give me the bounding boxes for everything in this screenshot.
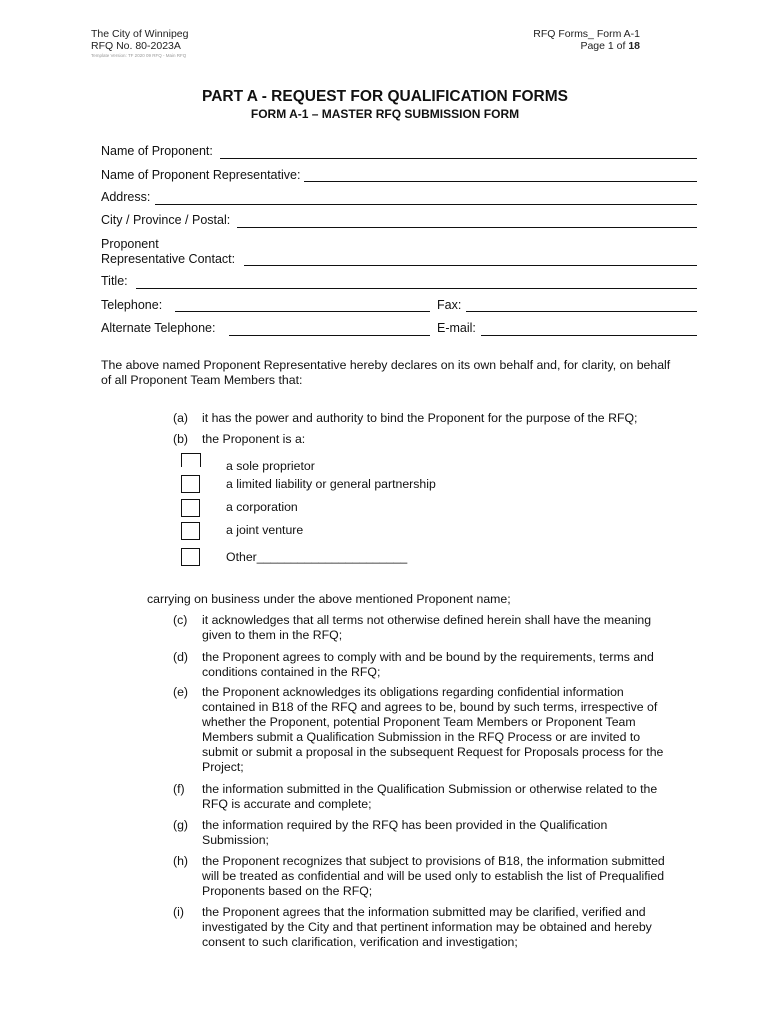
item-text: the Proponent acknowledges its obligations regarding confidential information contained in B18 of the RFQ and agrees to be, bound by such terms, irrespective of whether the Proponent, potential Proponent Team Members or Proponent Team Members submit a Qualification Submission in the RFQ Process or are invited to submit or submit a proposal in the subsequent Request for Proposals process for the Project; (202, 685, 664, 774)
list-item (173, 432, 674, 447)
sole-proprietor-checkbox[interactable] (181, 453, 201, 467)
item-text: the Proponent recognizes that subject to provisions of B18, the information submitted will be treated as confidential and will be used only to establish the list of Prequalified Proponents based on the RFQ; (202, 854, 665, 898)
item-text: the Proponent agrees that the information submitted may be clarified, verified and investigated by the City and that pertinent information may be obtained and hereby consent to such clarification, verification and investigation; (202, 905, 652, 949)
other-checkbox[interactable] (181, 548, 200, 566)
list-item (173, 685, 674, 775)
part-title: PART A - REQUEST FOR QUALIFICATION FORMS (202, 88, 568, 105)
item-marker: (b) (173, 432, 189, 446)
item-marker: (f) (173, 782, 185, 796)
other-label: Other______________________ (226, 550, 408, 564)
fax-label: Fax: (437, 298, 462, 312)
header-rfq-number: RFQ No. 80-2023A (91, 40, 181, 52)
fax-field[interactable] (466, 311, 697, 312)
item-marker: (e) (173, 685, 189, 699)
title-field[interactable] (136, 288, 697, 289)
contact-label: Representative Contact: (101, 252, 236, 266)
email-field[interactable] (481, 335, 697, 336)
city-label: City / Province / Postal: (101, 213, 231, 227)
item-marker: (c) (173, 613, 188, 627)
item-text: it has the power and authority to bind the Proponent for the purpose of the RFQ; (202, 411, 638, 425)
item-text: the information required by the RFQ has been provided in the Qualification Submission; (202, 818, 608, 847)
representative-field[interactable] (304, 181, 697, 182)
item-text: the information submitted in the Qualification Submission or otherwise related to the RFQ is accurate and complete; (202, 782, 658, 811)
alt-telephone-label: Alternate Telephone: (101, 321, 216, 335)
address-label: Address: (101, 190, 151, 204)
telephone-field[interactable] (175, 311, 430, 312)
list-item (173, 782, 674, 812)
corporation-label: a corporation (226, 500, 298, 514)
item-marker: (a) (173, 411, 189, 425)
joint-venture-checkbox[interactable] (181, 522, 200, 540)
header-org: The City of Winnipeg (91, 28, 189, 40)
name-of-proponent-label: Name of Proponent: (101, 144, 213, 158)
form-title: FORM A-1 – MASTER RFQ SUBMISSION FORM (250, 107, 520, 121)
partnership-label: a limited liability or general partnership (226, 477, 436, 491)
sole-proprietor-label: a sole proprietor (226, 459, 315, 473)
joint-venture-label: a joint venture (226, 523, 304, 537)
email-label: E-mail: (437, 321, 476, 335)
list-item (173, 905, 674, 950)
address-field[interactable] (155, 204, 697, 205)
list-item (173, 411, 674, 426)
page-prefix: Page 1 of (580, 40, 626, 52)
telephone-label: Telephone: (101, 298, 163, 312)
contact-field[interactable] (244, 265, 697, 266)
item-text: the Proponent agrees to comply with and be bound by the requirements, terms and conditions contained in the RFQ; (202, 650, 654, 679)
item-marker: (h) (173, 854, 189, 868)
city-field[interactable] (237, 227, 697, 228)
partnership-checkbox[interactable] (181, 475, 200, 493)
representative-label: Name of Proponent Representative: (101, 168, 301, 182)
title-label: Title: (101, 274, 128, 288)
alt-telephone-field[interactable] (229, 335, 430, 336)
corporation-checkbox[interactable] (181, 499, 200, 517)
name-of-proponent-field[interactable] (220, 158, 697, 159)
list-item (173, 854, 674, 899)
item-marker: (d) (173, 650, 189, 664)
header-template-note: Template Version: TF 2020 09 RFQ - Main RFQ (91, 53, 187, 58)
header-page-number (580, 40, 640, 52)
header-form-ref: RFQ Forms_ Form A-1 (533, 28, 640, 40)
item-text: the Proponent is a: (202, 432, 306, 446)
carrying-on-text: carrying on business under the above mentioned Proponent name; (147, 592, 511, 606)
contact-label-line1: Proponent (101, 237, 159, 251)
page-total: 18 (628, 40, 640, 52)
declaration-intro: The above named Proponent Representative hereby declares on its own behalf and, for clarity, on behalf of all Proponent Team Members that: (101, 358, 671, 387)
list-item (173, 818, 674, 848)
list-item (173, 613, 674, 643)
list-item (173, 650, 674, 680)
item-text: it acknowledges that all terms not otherwise defined herein shall have the meaning given to them in the RFQ; (202, 613, 652, 642)
item-marker: (i) (173, 905, 184, 919)
item-marker: (g) (173, 818, 189, 832)
